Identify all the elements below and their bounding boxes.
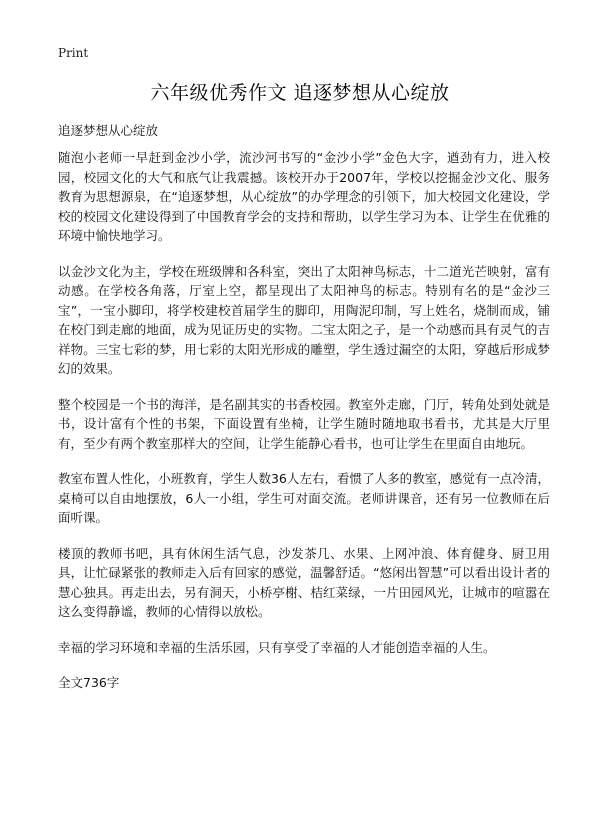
paragraph: 整个校园是一个书的海洋，是名副其实的书香校园。教室外走廊，门厅，转角处到处就是书，设计富有个性的书架，下面设置有坐椅，让学生随时随地取书看书，尤其是大厅里有，至少有两个教室那样大的空间，让学生能静心看书，也可让学生在里面自由地玩。 (58, 396, 550, 451)
paragraph: 以金沙文化为主，学校在班级牌和各科室，突出了太阳神鸟标志，十二道光芒映射，富有动感。在学校各角落，厅室上空，都呈现出了太阳神鸟的标志。特别有名的是“金沙三宝”，一宝小脚印，将学校建校首届学生的脚印，用陶泥印制，写上姓名，烧制而成，铺在校门到走廊的地面，成为见证历史的实物。二宝太阳之子，是一个动感而具有灵气的吉祥物。三宝七彩的梦，用七彩的太阳光形成的雕塑，学生透过漏空的太阳，穿越后形成梦幻的效果。 (58, 263, 550, 376)
paragraph: 随泡小老师一早赶到金沙小学，流沙河书写的“金沙小学”金色大字，遒劲有力，进入校园，校园文化的大气和底气让我震撼。该校开办于2007年，学校以挖掘金沙文化、服务教育为思想源泉，在“追逐梦想，从心绽放”的办学理念的引领下，加大校园文化建设，学校的校园文化建设得到了中国教育学会的支持和帮助，以学生学习为本、让学生在优雅的环境中愉快地学习。 (58, 150, 550, 243)
article-subtitle: 追逐梦想从心绽放 (58, 123, 159, 138)
print-link[interactable]: Print (58, 46, 89, 60)
paragraph: 幸福的学习环境和幸福的生活乐园，只有享受了幸福的人才能创造幸福的人生。 (58, 639, 496, 655)
article-title: 六年级优秀作文 追逐梦想从心绽放 (150, 82, 450, 104)
word-count: 全文736字 (58, 675, 120, 690)
paragraph: 楼顶的教师书吧，具有休闲生活气息，沙发茶几、水果、上网冲浪、体育健身、厨卫用具，让忙碌紧张的教师走入后有回家的感觉，温馨舒适。“悠闲出智慧”可以看出设计者的慧心独具。再走出去，另有洞天，小桥亭榭、桔红菜绿，一片田园风光，让城市的喧嚣在这么变得静谧，教师的心情得以放松。 (58, 545, 550, 619)
paragraph: 教室布置人性化，小班教育，学生人数36人左右，看惯了人多的教室，感觉有一点冷清，桌椅可以自由地摆放，6人一小组，学生可对面交流。老师讲课音，还有另一位教师在后面听课。 (58, 471, 550, 525)
article-body (58, 148, 550, 693)
